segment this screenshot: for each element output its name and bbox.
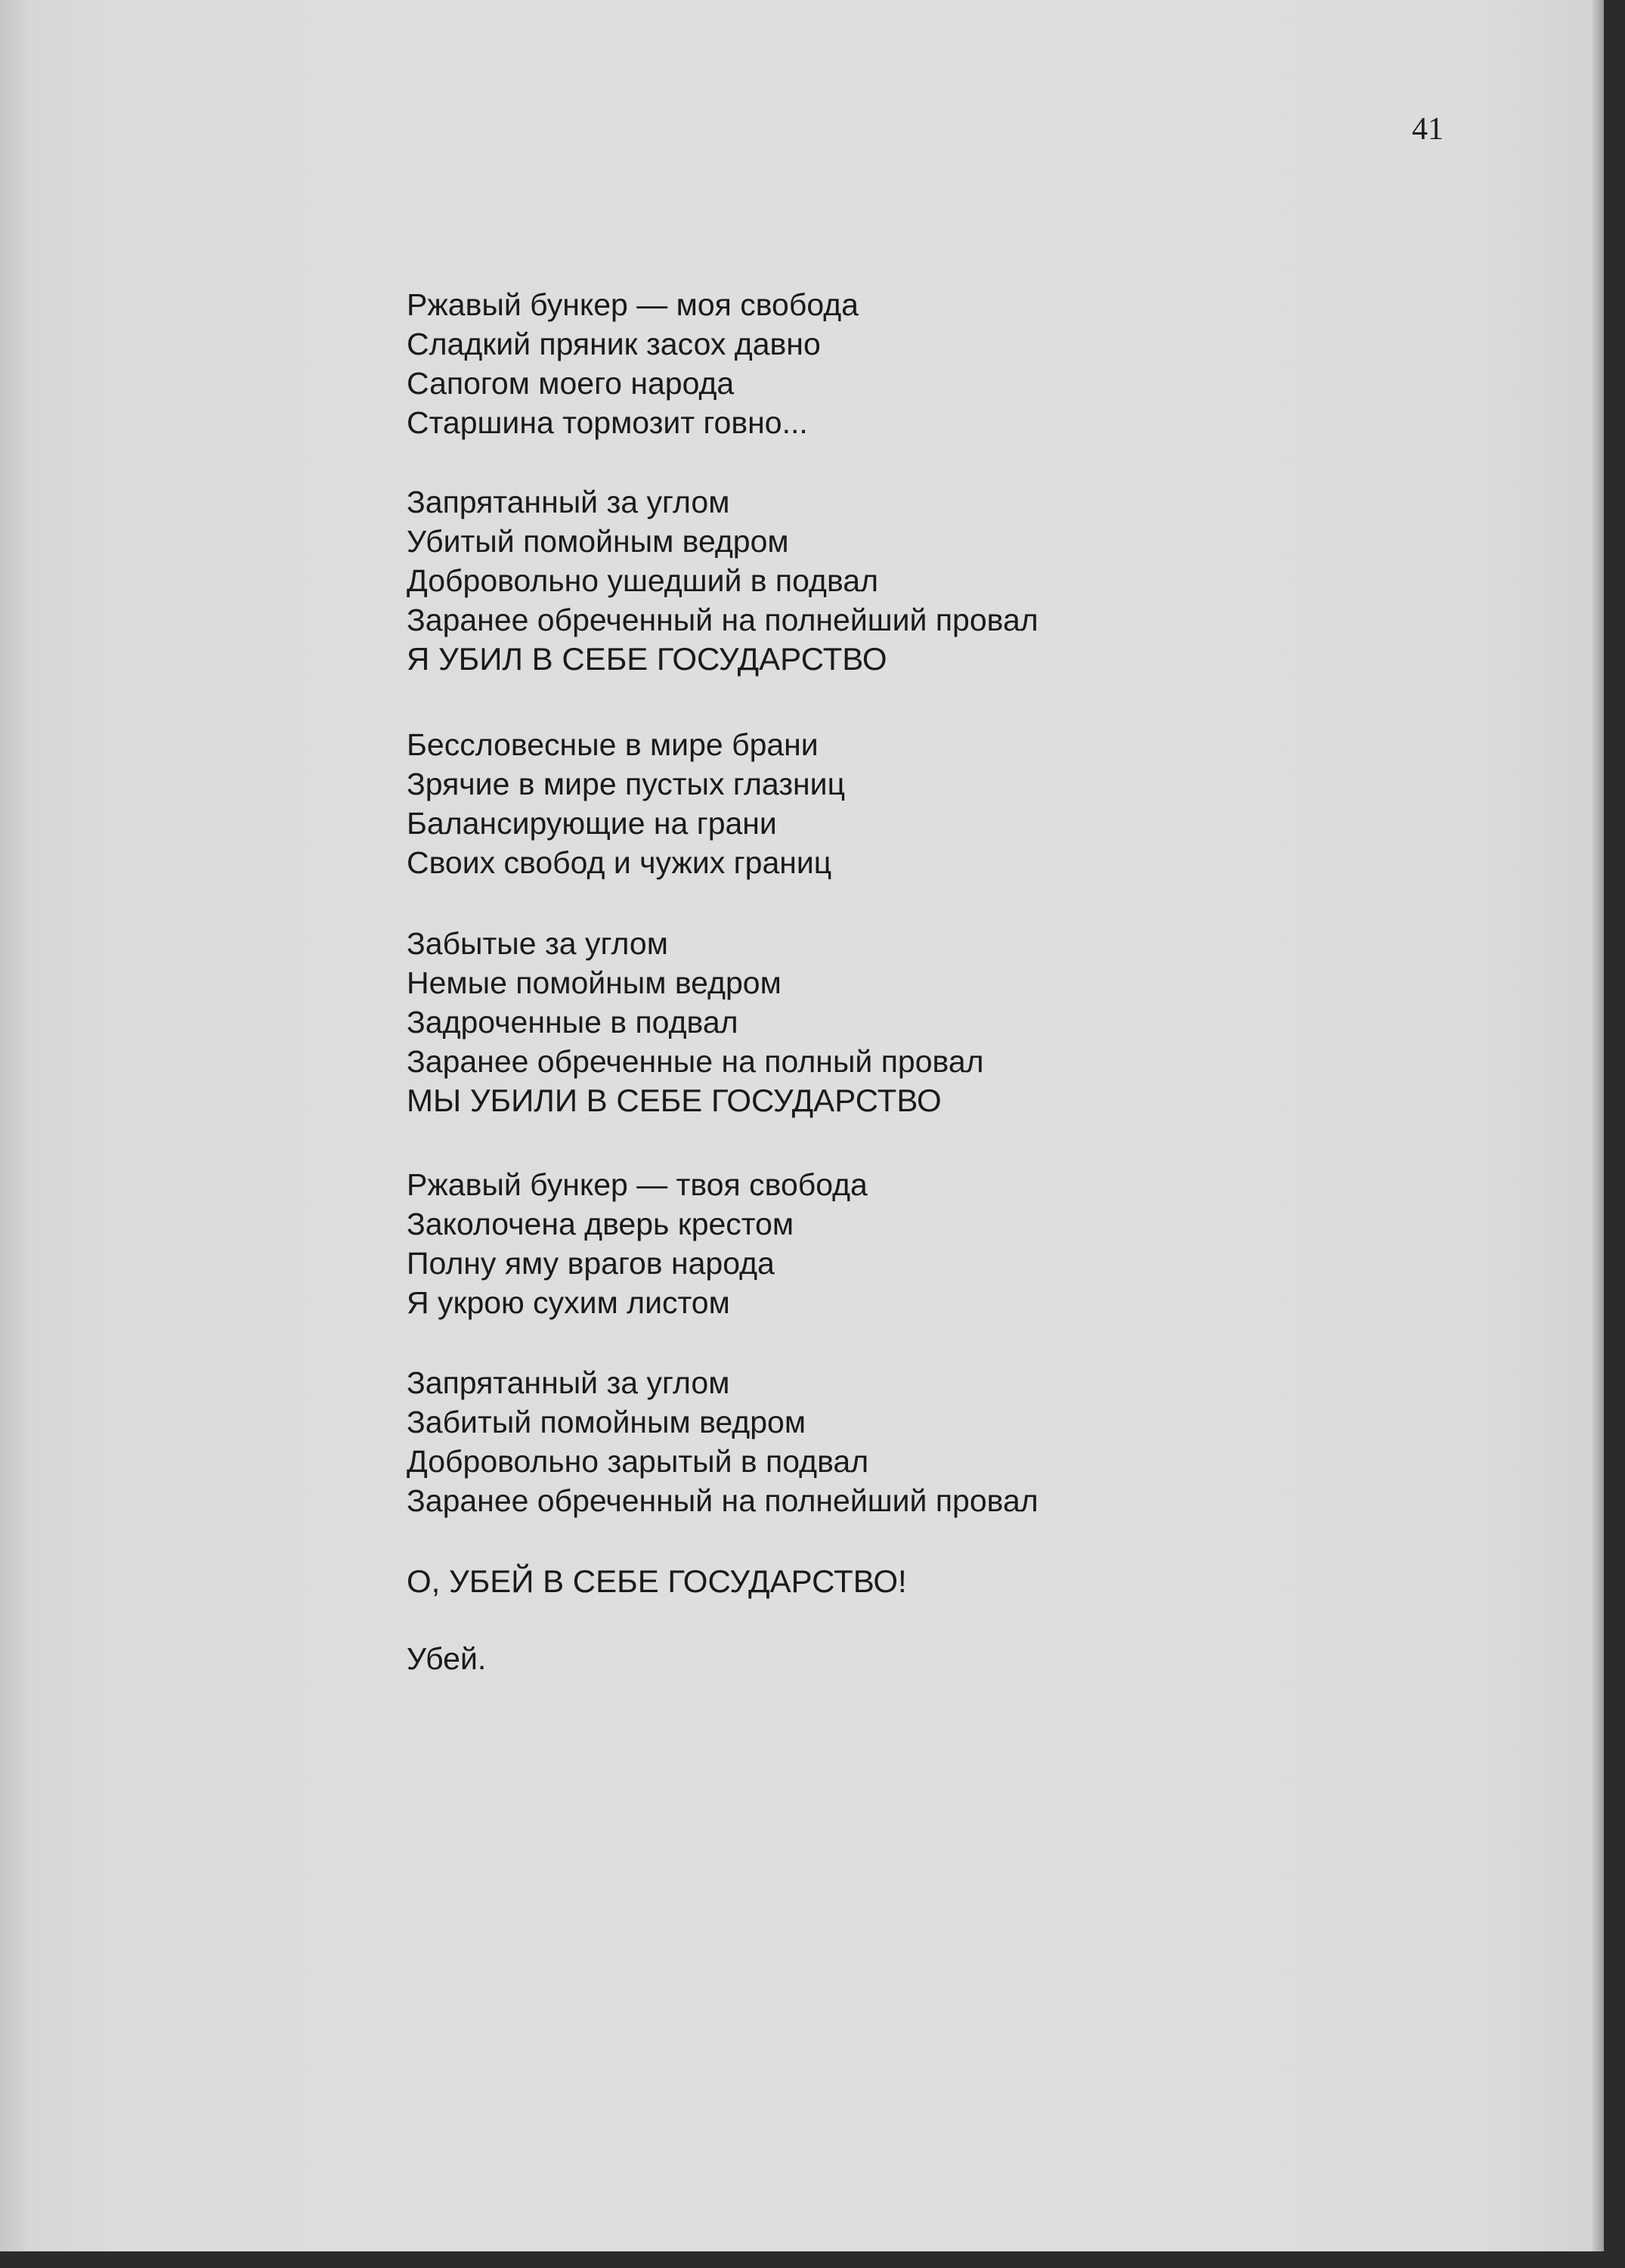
verse-line: Я укрою сухим листом [407,1285,730,1320]
verse-line: Добровольно ушедший в подвал [407,563,879,598]
verse-line: Ржавый бункер — твоя свобода [407,1167,868,1202]
stanza-4 [407,924,984,1120]
stanza-5 [407,1165,868,1322]
verse-line: Забитый помойным ведром [407,1405,806,1439]
stanza-1 [407,285,859,442]
verse-line: Добровольно зарытый в подвал [407,1444,869,1479]
stanza-8 [407,1639,486,1678]
stanza-2 [407,482,1038,679]
verse-line: Ржавый бункер — моя свобода [407,287,859,322]
verse-line: Заранее обреченные на полный провал [407,1044,984,1079]
verse-line: Запрятанный за углом [407,1365,730,1400]
verse-line: Полну яму врагов народа [407,1246,775,1281]
verse-line: Немые помойным ведром [407,965,782,1000]
verse-refrain: О, УБЕЙ В СЕБЕ ГОСУДАРСТВО! [407,1563,907,1599]
verse-line: Задроченные в подвал [407,1005,738,1040]
verse-line: Своих свобод и чужих границ [407,845,832,880]
page-number: 41 [1412,112,1444,147]
verse-line: Зрячие в мире пустых глазниц [407,767,846,801]
verse-line: Старшина тормозит говно... [407,405,808,440]
verse-line: Балансирующие на грани [407,806,777,841]
stanza-6 [407,1363,1038,1520]
verse-line: Забытые за углом [407,926,668,961]
verse-line: Заранее обреченный на полнейший провал [407,603,1038,637]
verse-line: Заколочена дверь крестом [407,1207,794,1241]
verse-line: Сладкий пряник засох давно [407,327,821,361]
stanza-7 [407,1562,907,1601]
verse-line: Убитый помойным ведром [407,524,789,559]
stanza-3 [407,725,845,882]
verse-line: Сапогом моего народа [407,366,735,401]
verse-refrain: МЫ УБИЛИ В СЕБЕ ГОСУДАРСТВО [407,1083,942,1118]
verse-line: Убей. [407,1641,487,1676]
verse-refrain: Я УБИЛ В СЕБЕ ГОСУДАРСТВО [407,641,887,677]
verse-line: Запрятанный за углом [407,485,730,519]
verse-line: Бессловесные в мире брани [407,727,819,762]
verse-line: Заранее обреченный на полнейший провал [407,1483,1038,1518]
